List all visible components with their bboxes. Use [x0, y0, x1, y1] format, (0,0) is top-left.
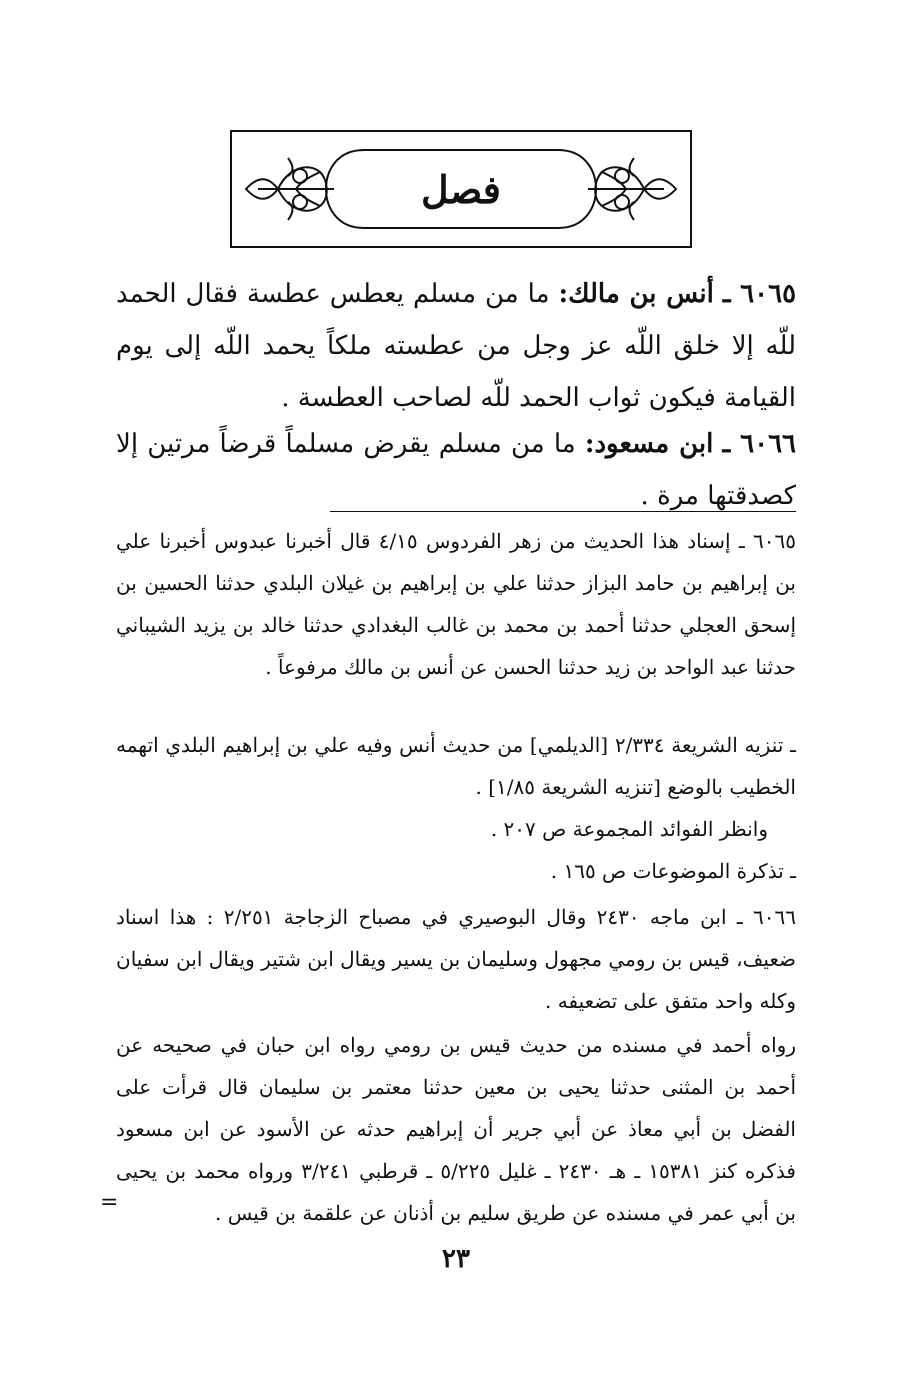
- footnote: [116, 896, 796, 1022]
- hadith-number: ٦٠٦٦ ـ: [722, 429, 797, 459]
- chapter-header-frame: [230, 130, 692, 248]
- footnote: [116, 1024, 796, 1234]
- hadith-entry: [116, 268, 796, 424]
- hadith-paragraph: [116, 268, 796, 424]
- hadith-entry: [116, 418, 796, 522]
- footnote-text: ٦٠٦٥ ـ إسناد هذا الحديث من زهر الفردوس ٤/١٥ قال أخبرنا عبدوس أخبرنا علي بن إبراهيم بن حامد البزاز حدثنا علي بن إبراهيم بن غيلان البلدي حدثنا الحسين بن إسحق العجلي حدثنا أحمد بن محمد بن غالب البغدادي حدثنا خالد بن يزيد الشيباني حدثنا عبد الواحد بن زيد حدثنا الحسن عن أنس بن مالك مرفوعاً .: [116, 529, 796, 679]
- footnote-text: وانظر الفوائد المجموعة ص ٢٠٧ .: [490, 817, 768, 841]
- hadith-narrator: أنس بن مالك:: [558, 279, 714, 309]
- hadith-narrator: ابن مسعود:: [584, 429, 714, 459]
- footnote: [116, 808, 796, 850]
- footnote-text: ـ تذكرة الموضوعات ص ١٦٥ .: [550, 859, 796, 883]
- continuation-mark: =: [100, 1190, 119, 1215]
- chapter-title: فصل: [421, 166, 501, 212]
- footnote-text: رواه أحمد في مسنده من حديث قيس بن رومي رواه ابن حبان في صحيحه عن أحمد بن المثنى حدثنا يحيى بن معين حدثنا معتمر بن سليمان قال قرأت على الفضل بن أبي معاذ عن أبي جرير أن إبراهيم حدثه عن الأسود عن ابن مسعود فذكره كنز ١٥٣٨١ ـ هـ ٢٤٣٠ ـ غليل ٥/٢٢٥ ـ قرطبي ٣/٢٤١ ورواه محمد بن يحيى بن أبي عمر في مسنده عن طريق سليم بن أذنان عن علقمة بن قيس .: [116, 1033, 796, 1225]
- footnote: [116, 520, 796, 688]
- footnote-divider: [330, 511, 796, 512]
- page-number: ٢٣: [442, 1244, 470, 1274]
- floral-ornament-icon: [238, 146, 338, 232]
- hadith-number: ٦٠٦٥ ـ: [722, 279, 797, 309]
- footnote-text: ٦٠٦٦ ـ ابن ماجه ٢٤٣٠ وقال البوصيري في مصباح الزجاجة ٢/٢٥١ : هذا اسناد ضعيف، قيس بن رومي مجهول وسليمان بن يسير ويقال ابن شتير ويقال ابن سفيان وكله واحد متفق على تضعيفه .: [116, 905, 797, 1013]
- footnote-text: ـ تنزيه الشريعة ٢/٣٣٤ [الديلمي] من حديث أنس وفيه علي بن إبراهيم البلدي اتهمه الخطيب بالوضع [تنزيه الشريعة ١/٨٥] .: [116, 733, 796, 799]
- hadith-paragraph: [116, 418, 796, 522]
- hadith-text: ما من مسلم يقرض مسلماً قرضاً مرتين إلا كصدقتها مرة .: [116, 429, 796, 511]
- footnote: [116, 724, 796, 808]
- footnote: [116, 850, 796, 892]
- hadith-text: ما من مسلم يعطس عطسة فقال الحمد للّه إلا خلق اللّه عز وجل من عطسته ملكاً يحمد اللّه إلى يوم القيامة فيكون ثواب الحمد للّه لصاحب العطسة .: [116, 279, 796, 413]
- floral-ornament-icon: [584, 146, 684, 232]
